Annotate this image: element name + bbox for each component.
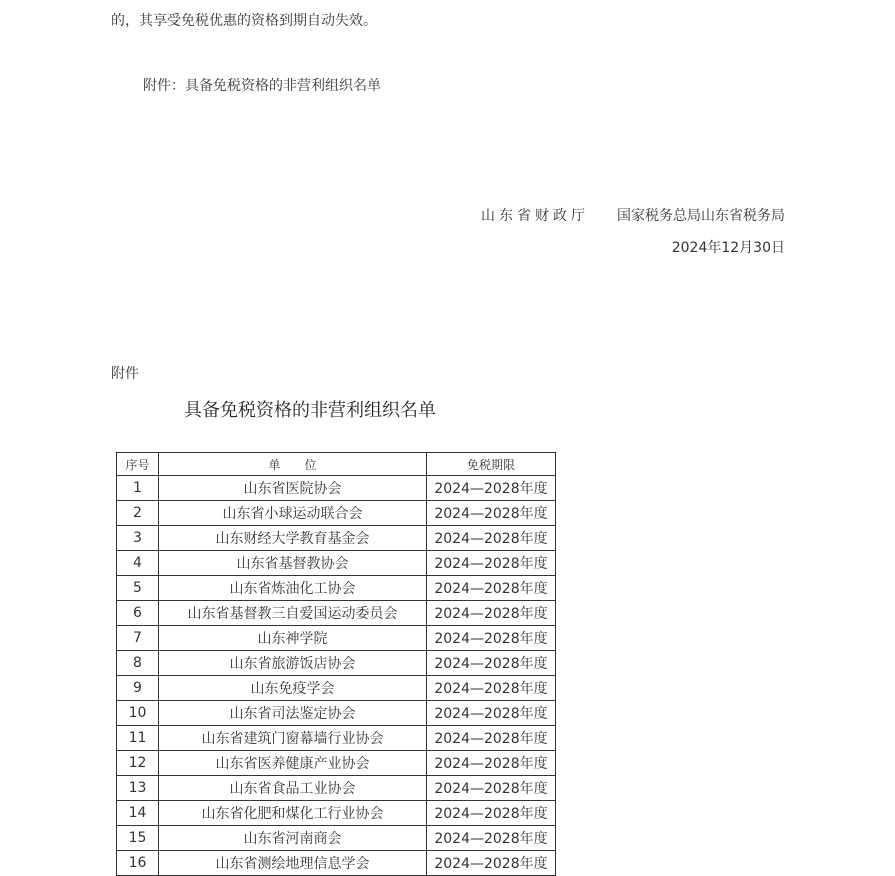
table-row [117,601,556,626]
cell-unit-name: 山东省河南商会 [159,826,427,851]
cell-serial-number: 3 [117,526,159,551]
cell-serial-number: 4 [117,551,159,576]
cell-unit-name: 山东省基督教协会 [159,551,427,576]
cell-serial-number: 15 [117,826,159,851]
table-body [117,476,556,876]
cell-exemption-period: 2024—2028年度 [427,476,556,501]
table-row [117,576,556,601]
table-row [117,651,556,676]
cell-unit-name: 山东省建筑门窗幕墙行业协会 [159,726,427,751]
cell-exemption-period: 2024—2028年度 [427,726,556,751]
cell-serial-number: 5 [117,576,159,601]
header-unit: 单 位 [159,453,427,476]
table-row [117,801,556,826]
header-serial-number: 序号 [117,453,159,476]
cell-exemption-period: 2024—2028年度 [427,501,556,526]
cell-exemption-period: 2024—2028年度 [427,701,556,726]
cell-exemption-period: 2024—2028年度 [427,651,556,676]
table-row [117,526,556,551]
organization-table [116,452,556,876]
table-row [117,501,556,526]
document-date: 2024年12月30日 [671,240,785,256]
cell-exemption-period: 2024—2028年度 [427,526,556,551]
cell-unit-name: 山东省司法鉴定协会 [159,701,427,726]
cell-exemption-period: 2024—2028年度 [427,801,556,826]
table-row [117,551,556,576]
cell-serial-number: 13 [117,776,159,801]
cell-unit-name: 山东神学院 [159,626,427,651]
signatory-tax-bureau: 国家税务总局山东省税务局 [617,208,785,224]
cell-serial-number: 16 [117,851,159,876]
cell-exemption-period: 2024—2028年度 [427,601,556,626]
cell-unit-name: 山东省小球运动联合会 [159,501,427,526]
cell-unit-name: 山东省医养健康产业协会 [159,751,427,776]
table-row [117,726,556,751]
body-text-tail: 的，其享受免税优惠的资格到期自动失效。 [111,13,377,29]
cell-exemption-period: 2024—2028年度 [427,551,556,576]
cell-exemption-period: 2024—2028年度 [427,851,556,876]
cell-exemption-period: 2024—2028年度 [427,826,556,851]
table-row [117,701,556,726]
cell-serial-number: 11 [117,726,159,751]
table-row [117,851,556,876]
cell-serial-number: 10 [117,701,159,726]
cell-serial-number: 7 [117,626,159,651]
cell-exemption-period: 2024—2028年度 [427,576,556,601]
cell-serial-number: 8 [117,651,159,676]
cell-exemption-period: 2024—2028年度 [427,676,556,701]
cell-unit-name: 山东财经大学教育基金会 [159,526,427,551]
table-row [117,826,556,851]
table-row [117,626,556,651]
cell-serial-number: 9 [117,676,159,701]
cell-serial-number: 12 [117,751,159,776]
cell-exemption-period: 2024—2028年度 [427,776,556,801]
cell-serial-number: 6 [117,601,159,626]
cell-unit-name: 山东省炼油化工协会 [159,576,427,601]
signatory-block [481,206,785,226]
cell-unit-name: 山东免疫学会 [159,676,427,701]
table-row [117,476,556,501]
cell-serial-number: 14 [117,801,159,826]
cell-unit-name: 山东省医院协会 [159,476,427,501]
cell-unit-name: 山东省旅游饭店协会 [159,651,427,676]
signatory-finance-department: 山东省财政厅 [481,208,589,224]
cell-exemption-period: 2024—2028年度 [427,626,556,651]
cell-unit-name: 山东省基督教三自爱国运动委员会 [159,601,427,626]
cell-serial-number: 2 [117,501,159,526]
table-row [117,776,556,801]
attachment-reference: 附件：具备免税资格的非营利组织名单 [143,78,381,94]
list-title: 具备免税资格的非营利组织名单 [184,400,436,421]
header-exemption-period: 免税期限 [427,453,556,476]
annex-label: 附件 [111,366,139,382]
cell-serial-number: 1 [117,476,159,501]
table-row [117,676,556,701]
cell-unit-name: 山东省食品工业协会 [159,776,427,801]
cell-unit-name: 山东省化肥和煤化工行业协会 [159,801,427,826]
cell-unit-name: 山东省测绘地理信息学会 [159,851,427,876]
table-header-row [117,453,556,476]
table-row [117,751,556,776]
cell-exemption-period: 2024—2028年度 [427,751,556,776]
